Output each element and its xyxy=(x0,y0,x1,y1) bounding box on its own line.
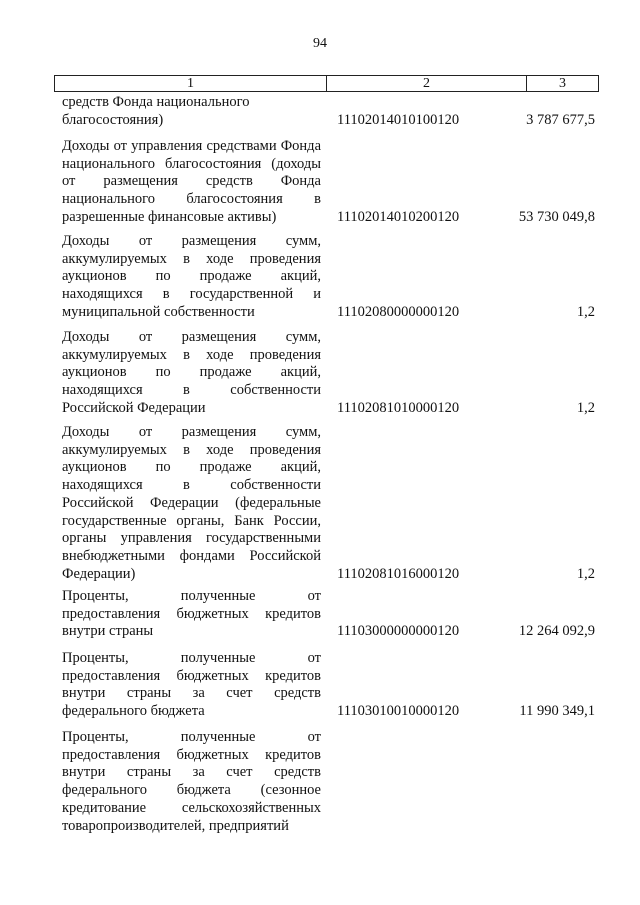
column-header-1: 1 xyxy=(55,76,327,91)
table-row xyxy=(62,94,602,129)
row-code: 11102080000000120 xyxy=(337,303,460,320)
row-code: 11103010010000120 xyxy=(337,703,460,720)
table-row xyxy=(62,650,602,721)
row-amount: 3 787 677,5 xyxy=(526,111,595,128)
row-code: 11102081016000120 xyxy=(337,565,460,582)
table-header xyxy=(54,75,599,92)
page-number: 94 xyxy=(313,36,327,51)
row-code: 11102014010200120 xyxy=(337,208,460,225)
row-amount: 1,2 xyxy=(576,303,595,320)
row-amount: 1,2 xyxy=(576,399,595,416)
row-code: 11102014010100120 xyxy=(337,111,460,128)
table-row xyxy=(62,424,602,583)
row-description: Проценты, полученные от предоставления бюджетных кредитов внутри страны xyxy=(62,588,321,640)
row-description: Проценты, полученные от предоставления бюджетных кредитов внутри страны за счет средств федерального бюджета (сезонное кредитование сельскохозяйственных товаропроизводителей, предприятий xyxy=(62,729,321,834)
row-code: 11103000000000120 xyxy=(337,623,460,640)
table-row xyxy=(62,138,602,227)
row-amount: 12 264 092,9 xyxy=(518,623,595,640)
row-amount: 53 730 049,8 xyxy=(518,208,595,225)
table-row xyxy=(62,588,602,641)
column-header-2: 2 xyxy=(327,76,527,91)
row-description: Проценты, полученные от предоставления бюджетных кредитов внутри страны за счет средств федерального бюджета xyxy=(62,650,321,720)
row-description: Доходы от размещения сумм, аккумулируемых в ходе проведения аукционов по продаже акций, находящихся в собственности Российской Федерации xyxy=(62,329,321,416)
row-description: средств Фонда национального благосостояния) xyxy=(62,94,250,128)
table-row xyxy=(62,329,602,418)
table-row xyxy=(62,729,602,835)
column-header-3: 3 xyxy=(559,76,566,91)
table-row xyxy=(62,233,602,322)
row-description: Доходы от управления средствами Фонда национального благосостояния (доходы от размещения средств Фонда национального благосостояния в разрешенные финансовые активы) xyxy=(62,138,321,225)
row-amount: 11 990 349,1 xyxy=(519,703,595,720)
row-description: Доходы от размещения сумм, аккумулируемых в ходе проведения аукционов по продаже акций, находящихся в государственной и муниципальной собственности xyxy=(62,233,321,320)
row-code: 11102081010000120 xyxy=(337,399,460,416)
row-amount: 1,2 xyxy=(576,565,595,582)
row-description: Доходы от размещения сумм, аккумулируемых в ходе проведения аукционов по продаже акций, находящихся в собственности Российской Федерации (федеральные государственные органы, Банк России, органы управления государственными внебюджетными фондами Российской Федерации) xyxy=(62,424,321,582)
